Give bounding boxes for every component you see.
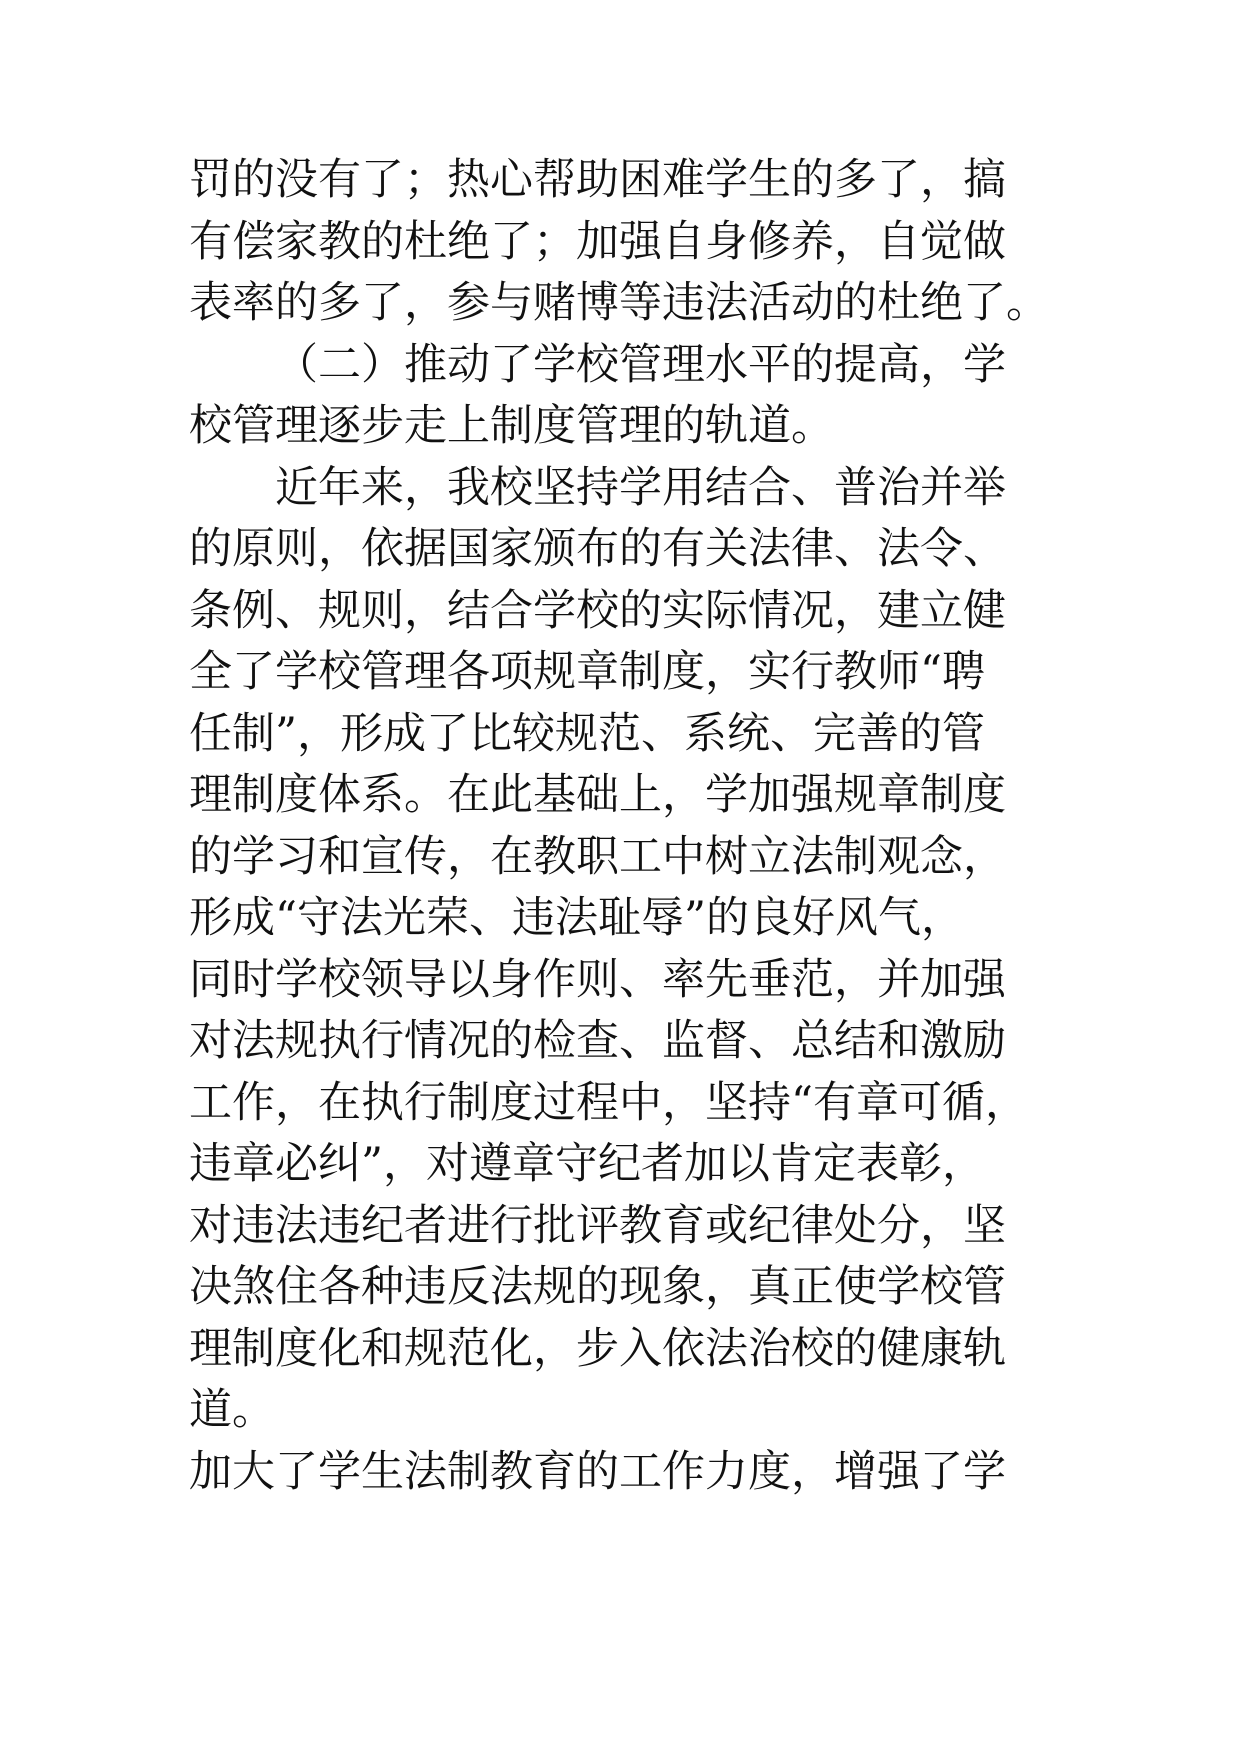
- section-heading-line: （二）推动了学校管理水平的提高，学: [275, 339, 1006, 390]
- text-line: 任制”，形成了比较规范、系统、完善的管: [189, 708, 985, 759]
- text-line: 理制度体系。在此基础上，学加强规章制度: [189, 770, 1006, 820]
- text-line: 罚的没有了；热心帮助困难学生的多了，搞: [189, 155, 1006, 205]
- text-line: 违章必纠”，对遵章守纪者加以肯定表彰，: [189, 1139, 985, 1189]
- section-heading-line: 校管理逐步走上制度管理的轨道。: [189, 401, 834, 451]
- paragraph-first-line: 近年来，我校坚持学用结合、普治并举: [275, 462, 1006, 513]
- text-line: 的学习和宣传，在教职工中树立法制观念，: [189, 831, 1006, 882]
- text-line: 表率的多了，参与赌博等违法活动的杜绝了。: [189, 278, 1049, 328]
- text-line: 有偿家教的杜绝了；加强自身修养，自觉做: [189, 216, 1006, 267]
- text-line: 全了学校管理各项规章制度，实行教师“聘: [189, 647, 985, 697]
- text-line: 对法规执行情况的检查、监督、总结和激励: [189, 1016, 1006, 1066]
- text-line: 的原则，依据国家颁布的有关法律、法令、: [189, 524, 1006, 574]
- text-line: 道。: [189, 1385, 275, 1435]
- text-line: 理制度化和规范化，步入依法治校的健康轨: [189, 1323, 1006, 1374]
- text-line: 同时学校领导以身作则、率先垂范，并加强: [189, 954, 1006, 1005]
- text-line: 工作，在执行制度过程中，坚持“有章可循，: [189, 1077, 1028, 1128]
- text-line: 形成“守法光荣、违法耻辱”的良好风气，: [189, 893, 964, 943]
- text-line: 加大了学生法制教育的工作力度，增强了学: [189, 1446, 1006, 1497]
- text-line: 条例、规则，结合学校的实际情况，建立健: [189, 585, 1006, 636]
- text-line: 决煞住各种违反法规的现象，真正使学校管: [189, 1262, 1006, 1312]
- text-line: 对违法违纪者进行批评教育或纪律处分，坚: [189, 1200, 1006, 1251]
- body-text: [189, 150, 1189, 1503]
